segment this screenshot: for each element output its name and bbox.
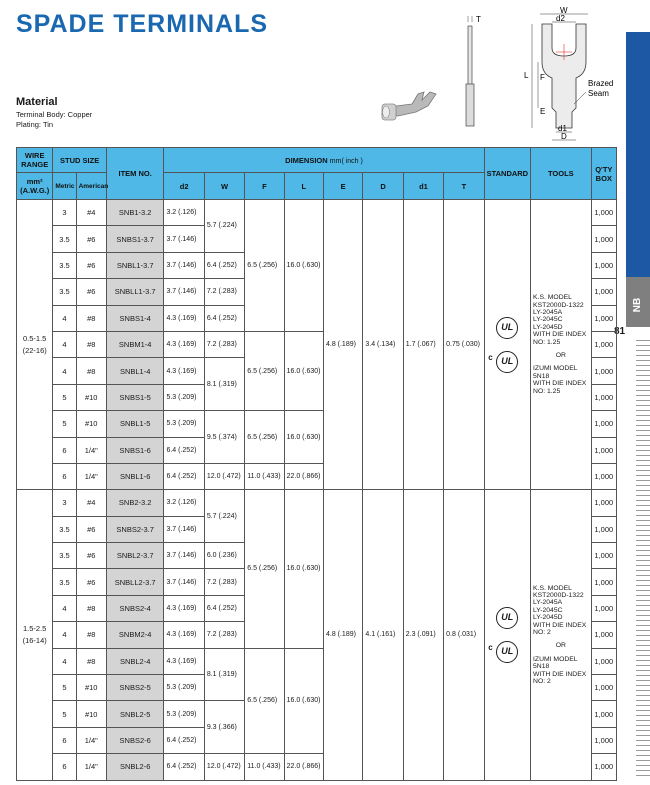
item-no-cell: SNBS1-5 xyxy=(106,384,164,410)
qty-cell: 1,000 xyxy=(591,384,616,410)
tools-line: KST2000D-1322 xyxy=(533,301,584,309)
metric-cell: 3 xyxy=(53,490,76,516)
material-block xyxy=(16,96,92,130)
qty-cell: 1,000 xyxy=(591,516,616,542)
l-label: L xyxy=(524,71,529,80)
l-cell: 16.0 (.630) xyxy=(284,331,323,410)
tools-line: LY-2045A xyxy=(533,599,563,607)
tools-line: NO: 1.25 xyxy=(533,387,561,395)
cul-mark-icon: UL xyxy=(496,641,518,663)
d2-cell: 6.4 (.252) xyxy=(164,727,204,753)
d-cell: 4.1 (.161) xyxy=(363,490,403,780)
item-no-cell: SNBL2-4 xyxy=(106,648,164,674)
header-dimension: DIMENSION mm( inch ) xyxy=(164,148,484,173)
e-cell: 4.8 (.189) xyxy=(323,200,362,490)
e-label: E xyxy=(540,107,546,116)
metric-cell: 4 xyxy=(53,622,76,648)
metric-cell: 4 xyxy=(53,331,76,357)
item-no-cell: SNBS2-4 xyxy=(106,595,164,621)
w-cell: 12.0 (.472) xyxy=(204,463,244,489)
header-e: E xyxy=(323,173,362,200)
qty-cell: 1,000 xyxy=(591,648,616,674)
cul-c-letter: c xyxy=(488,642,493,652)
d2-cell: 3.7 (.146) xyxy=(164,226,204,252)
item-no-cell: SNBL1-4 xyxy=(106,358,164,384)
f-cell: 11.0 (.433) xyxy=(245,463,284,489)
table-row xyxy=(17,490,617,516)
tools-line: KST2000D-1322 xyxy=(533,591,584,599)
header-american: American xyxy=(76,173,106,200)
w-cell: 8.1 (.319) xyxy=(204,358,244,411)
d2-cell: 3.2 (.126) xyxy=(164,200,204,226)
l-cell: 16.0 (.630) xyxy=(284,648,323,754)
item-no-cell: SNBS1-4 xyxy=(106,305,164,331)
header-standard: STANDARD xyxy=(484,148,530,200)
tools-line: LY-2045C xyxy=(533,606,563,614)
cul-mark xyxy=(488,635,518,669)
tools-line: 5N18 xyxy=(533,372,550,380)
metric-cell: 6 xyxy=(53,727,76,753)
metric-cell: 3 xyxy=(53,200,76,226)
qty-cell: 1,000 xyxy=(591,595,616,621)
metric-cell: 3.5 xyxy=(53,226,76,252)
qty-cell: 1,000 xyxy=(591,569,616,595)
qty-cell: 1,000 xyxy=(591,226,616,252)
d-label: D xyxy=(561,132,567,141)
metric-cell: 6 xyxy=(53,754,76,780)
e-cell: 4.8 (.189) xyxy=(323,490,362,780)
w-cell: 7.2 (.283) xyxy=(204,569,244,595)
american-cell: 1/4" xyxy=(76,437,106,463)
qty-cell: 1,000 xyxy=(591,701,616,727)
metric-cell: 5 xyxy=(53,675,76,701)
header-l: L xyxy=(284,173,323,200)
material-body: Terminal Body: Copper xyxy=(16,110,93,119)
d2-label: d2 xyxy=(556,14,565,23)
d2-cell: 6.4 (.252) xyxy=(164,754,204,780)
tools-line: NO: 2 xyxy=(533,677,551,685)
tools-line: WITH DIE INDEX xyxy=(533,380,587,388)
item-no-cell: SNBLL2-3.7 xyxy=(106,569,164,595)
brazed-label: Brazed xyxy=(588,79,614,88)
cul-mark xyxy=(488,345,518,379)
header-d1: d1 xyxy=(403,173,443,200)
header-wire-range: WIRE RANGE xyxy=(17,148,53,173)
qty-cell: 1,000 xyxy=(591,200,616,226)
d1-cell: 1.7 (.067) xyxy=(403,200,443,490)
d2-cell: 5.3 (.209) xyxy=(164,701,204,727)
american-cell: #8 xyxy=(76,622,106,648)
tools-cell xyxy=(531,200,592,490)
cul-c-letter: c xyxy=(488,352,493,362)
metric-cell: 4 xyxy=(53,648,76,674)
w-cell: 9.5 (.374) xyxy=(204,411,244,464)
item-no-cell: SNBL2-6 xyxy=(106,754,164,780)
tools-line: IZUMI MODEL xyxy=(533,365,578,373)
metric-cell: 4 xyxy=(53,305,76,331)
l-cell: 16.0 (.630) xyxy=(284,200,323,332)
seam-label: Seam xyxy=(588,89,609,98)
terminal-photo xyxy=(378,84,440,124)
d2-cell: 3.7 (.146) xyxy=(164,252,204,278)
item-no-cell: SNB1-3.2 xyxy=(106,200,164,226)
item-no-cell: SNBL2-5 xyxy=(106,701,164,727)
metric-cell: 3.5 xyxy=(53,279,76,305)
ul-mark-icon: UL xyxy=(496,317,518,339)
ul-mark-icon: UL xyxy=(496,607,518,629)
d2-cell: 4.3 (.169) xyxy=(164,331,204,357)
table-row xyxy=(17,200,617,226)
f-cell: 6.5 (.256) xyxy=(245,648,284,754)
tools-or: OR xyxy=(555,642,566,650)
tools-line: WITH DIE INDEX xyxy=(533,331,587,339)
header-t: T xyxy=(444,173,484,200)
tools-line: 5N18 xyxy=(533,663,550,671)
american-cell: 1/4" xyxy=(76,727,106,753)
item-no-cell: SNBL2-3.7 xyxy=(106,543,164,569)
wire-range-cell xyxy=(17,200,53,490)
wire-range-awg: (22-16) xyxy=(22,346,47,356)
qty-cell: 1,000 xyxy=(591,358,616,384)
item-no-cell: SNBS2-3.7 xyxy=(106,516,164,542)
standard-cell xyxy=(484,490,530,780)
metric-cell: 6 xyxy=(53,463,76,489)
american-cell: #8 xyxy=(76,331,106,357)
d2-cell: 4.3 (.169) xyxy=(164,622,204,648)
qty-cell: 1,000 xyxy=(591,331,616,357)
standard-cell xyxy=(484,200,530,490)
item-no-cell: SNBS2-6 xyxy=(106,727,164,753)
w-cell: 7.2 (.283) xyxy=(204,622,244,648)
tools-line: WITH DIE INDEX xyxy=(533,670,587,678)
d2-cell: 6.4 (.252) xyxy=(164,437,204,463)
d2-cell: 5.3 (.209) xyxy=(164,384,204,410)
header-d: D xyxy=(363,173,403,200)
qty-cell: 1,000 xyxy=(591,279,616,305)
metric-cell: 5 xyxy=(53,411,76,437)
f-cell: 6.5 (.256) xyxy=(245,490,284,648)
metric-cell: 6 xyxy=(53,437,76,463)
qty-cell: 1,000 xyxy=(591,490,616,516)
w-cell: 5.7 (.224) xyxy=(204,200,244,253)
metric-cell: 4 xyxy=(53,595,76,621)
d1-cell: 2.3 (.091) xyxy=(403,490,443,780)
w-cell: 7.2 (.283) xyxy=(204,331,244,357)
w-cell: 6.4 (.252) xyxy=(204,305,244,331)
spec-table xyxy=(16,147,617,781)
qty-cell: 1,000 xyxy=(591,252,616,278)
tools-line: LY-2045A xyxy=(533,309,563,317)
edge-ruler xyxy=(636,340,650,780)
qty-cell: 1,000 xyxy=(591,463,616,489)
tools-line: K.S. MODEL xyxy=(533,294,572,302)
metric-cell: 3.5 xyxy=(53,543,76,569)
american-cell: #6 xyxy=(76,252,106,278)
qty-cell: 1,000 xyxy=(591,543,616,569)
header-w: W xyxy=(204,173,244,200)
header-d2: d2 xyxy=(164,173,204,200)
f-cell: 11.0 (.433) xyxy=(245,754,284,780)
d2-cell: 5.3 (.209) xyxy=(164,675,204,701)
wire-range-value: 1.5-2.5 xyxy=(23,624,47,634)
f-cell: 6.5 (.256) xyxy=(245,411,284,464)
l-cell: 16.0 (.630) xyxy=(284,411,323,464)
w-cell: 5.7 (.224) xyxy=(204,490,244,543)
item-no-cell: SNBL1-3.7 xyxy=(106,252,164,278)
wire-range-value: 0.5-1.5 xyxy=(23,334,47,344)
t-cell: 0.75 (.030) xyxy=(444,200,484,490)
w-cell: 12.0 (.472) xyxy=(204,754,244,780)
d2-cell: 6.4 (.252) xyxy=(164,463,204,489)
tools-line: IZUMI MODEL xyxy=(533,655,578,663)
cul-mark-icon: UL xyxy=(496,351,518,373)
d2-cell: 4.3 (.169) xyxy=(164,648,204,674)
item-no-cell: SNBL1-6 xyxy=(106,463,164,489)
metric-cell: 3.5 xyxy=(53,252,76,278)
item-no-cell: SNBM1-4 xyxy=(106,331,164,357)
d2-cell: 3.7 (.146) xyxy=(164,569,204,595)
item-no-cell: SNBL1-5 xyxy=(106,411,164,437)
header-item-no: ITEM NO. xyxy=(106,148,164,200)
tools-line: K.S. MODEL xyxy=(533,584,572,592)
d-cell: 3.4 (.134) xyxy=(363,200,403,490)
header-metric: Metric xyxy=(53,173,76,200)
material-plating: Plating: Tin xyxy=(16,120,54,129)
metric-cell: 5 xyxy=(53,384,76,410)
tools-line: NO: 2 xyxy=(533,628,551,636)
american-cell: #8 xyxy=(76,305,106,331)
american-cell: #10 xyxy=(76,411,106,437)
qty-cell: 1,000 xyxy=(591,754,616,780)
d2-cell: 3.7 (.146) xyxy=(164,543,204,569)
tools-or: OR xyxy=(555,352,566,360)
qty-cell: 1,000 xyxy=(591,411,616,437)
header-qty: Q'TY BOX xyxy=(591,148,616,200)
d2-cell: 3.7 (.146) xyxy=(164,279,204,305)
american-cell: #8 xyxy=(76,358,106,384)
qty-cell: 1,000 xyxy=(591,437,616,463)
wire-range-cell xyxy=(17,490,53,780)
d2-cell: 4.3 (.169) xyxy=(164,358,204,384)
d2-cell: 4.3 (.169) xyxy=(164,595,204,621)
d2-cell: 5.3 (.209) xyxy=(164,411,204,437)
tools-line: WITH DIE INDEX xyxy=(533,621,587,629)
d2-cell: 3.7 (.146) xyxy=(164,516,204,542)
page-title: SPADE TERMINALS xyxy=(16,10,269,38)
d1-label: d1 xyxy=(558,124,567,133)
tools-cell xyxy=(531,490,592,780)
t-label: T xyxy=(476,15,481,24)
qty-cell: 1,000 xyxy=(591,675,616,701)
item-no-cell: SNBLL1-3.7 xyxy=(106,279,164,305)
tools-line: LY-2045D xyxy=(533,323,563,331)
w-cell: 8.1 (.319) xyxy=(204,648,244,701)
qty-cell: 1,000 xyxy=(591,727,616,753)
header-stud-size: STUD SIZE xyxy=(53,148,107,173)
f-cell: 6.5 (.256) xyxy=(245,331,284,410)
metric-cell: 4 xyxy=(53,358,76,384)
dimension-drawing xyxy=(448,4,620,144)
american-cell: #6 xyxy=(76,226,106,252)
metric-cell: 3.5 xyxy=(53,569,76,595)
wire-range-awg: (16-14) xyxy=(22,636,47,646)
w-cell: 6.4 (.252) xyxy=(204,252,244,278)
item-no-cell: SNBS2-5 xyxy=(106,675,164,701)
american-cell: #6 xyxy=(76,543,106,569)
american-cell: #8 xyxy=(76,648,106,674)
item-no-cell: SNBS1-6 xyxy=(106,437,164,463)
tools-line: NO: 1.25 xyxy=(533,338,561,346)
l-cell: 16.0 (.630) xyxy=(284,490,323,648)
l-cell: 22.0 (.866) xyxy=(284,754,323,780)
metric-cell: 3.5 xyxy=(53,516,76,542)
qty-cell: 1,000 xyxy=(591,622,616,648)
item-no-cell: SNB2-3.2 xyxy=(106,490,164,516)
material-heading: Material xyxy=(16,96,58,108)
american-cell: #6 xyxy=(76,279,106,305)
w-cell: 9.3 (.366) xyxy=(204,701,244,754)
f-cell: 6.5 (.256) xyxy=(245,200,284,332)
w-cell: 6.4 (.252) xyxy=(204,595,244,621)
page-number: 81 xyxy=(614,326,626,337)
american-cell: #4 xyxy=(76,490,106,516)
american-cell: #6 xyxy=(76,516,106,542)
l-cell: 22.0 (.866) xyxy=(284,463,323,489)
american-cell: #8 xyxy=(76,595,106,621)
w-cell: 6.0 (.236) xyxy=(204,543,244,569)
qty-cell: 1,000 xyxy=(591,305,616,331)
f-label: F xyxy=(540,73,545,82)
header-f: F xyxy=(245,173,284,200)
american-cell: 1/4" xyxy=(76,754,106,780)
metric-cell: 5 xyxy=(53,701,76,727)
d2-cell: 3.2 (.126) xyxy=(164,490,204,516)
american-cell: #6 xyxy=(76,569,106,595)
t-cell: 0.8 (.031) xyxy=(444,490,484,780)
american-cell: #4 xyxy=(76,200,106,226)
w-label: W xyxy=(560,6,568,15)
american-cell: #10 xyxy=(76,701,106,727)
header-mm2-awg: mm² (A.W.G.) xyxy=(17,173,53,200)
tools-line: LY-2045C xyxy=(533,316,563,324)
item-no-cell: SNBM2-4 xyxy=(106,622,164,648)
side-tab-label: NB xyxy=(632,297,643,313)
american-cell: 1/4" xyxy=(76,463,106,489)
header-tools: TOOLS xyxy=(531,148,592,200)
american-cell: #10 xyxy=(76,675,106,701)
item-no-cell: SNBS1-3.7 xyxy=(106,226,164,252)
w-cell: 7.2 (.283) xyxy=(204,279,244,305)
tools-line: LY-2045D xyxy=(533,614,563,622)
american-cell: #10 xyxy=(76,384,106,410)
side-tab-blue xyxy=(626,32,650,277)
d2-cell: 4.3 (.169) xyxy=(164,305,204,331)
